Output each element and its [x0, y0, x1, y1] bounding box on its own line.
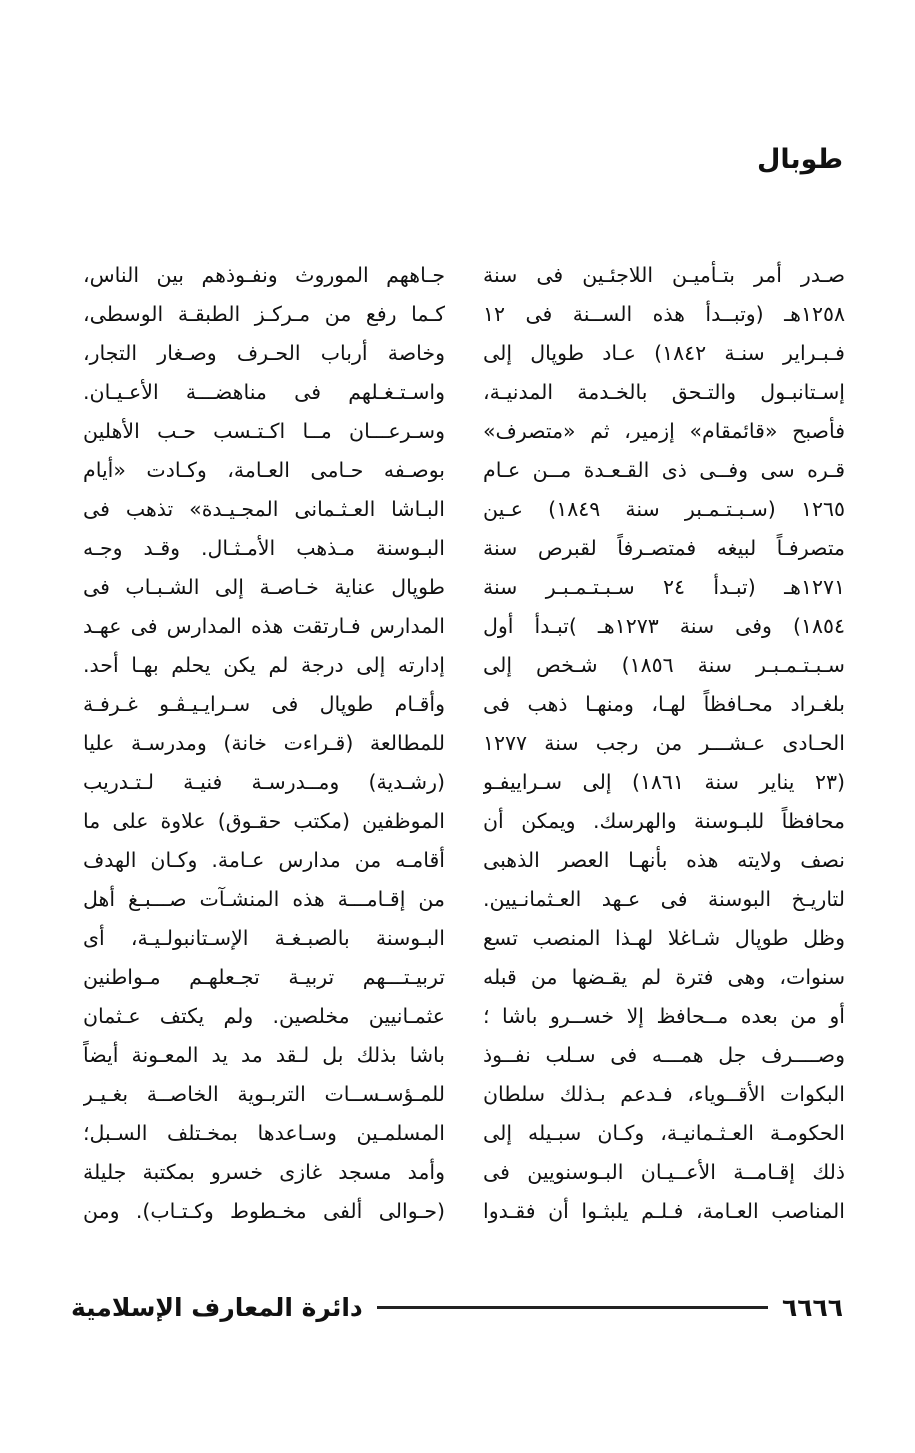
text-line: فأصبح «قائمقام» إزمير، ثم «متصرف»: [483, 419, 845, 443]
text-line: المناصب العـامة، فـلـم يلبثـوا أن فقـدوا: [483, 1199, 845, 1223]
text-line: وأقـام طوپال فى سـرايـيـڤـو غـرفـة: [83, 692, 445, 716]
text-line: فـبـراير سنـة ١٨٤٢) عـاد طوپال إلى: [483, 341, 845, 365]
text-line: البكوات الأقــوياء، فـدعم بـذلك سلطان: [483, 1082, 845, 1106]
text-line: الحكومـة العـثـمانيـة، وكـان سبـيله إلى: [483, 1121, 845, 1145]
text-line: جـاههم الموروث ونفـوذهم بين الناس،: [83, 263, 445, 287]
text-line: إدارته إلى درجة لم يكن يحلم بهـا أحد.: [83, 653, 445, 677]
text-line: ١٢٧١هـ (تبـدأ ٢٤ سـبـتـمـبـر سنة: [483, 575, 845, 599]
text-line: ١٢٥٨هـ (وتبــدأ هذه الســنة فى ١٢: [483, 302, 845, 326]
text-line: متصرفـاً لبيغه فمتصـرفاً لقبرص سنة: [483, 536, 845, 560]
text-line: البـوسنة بالصبـغـة الإسـتانبولـيـة، أى: [83, 926, 445, 950]
text-line: وأمد مسجد غازى خسرو بمكتبة جليلة: [83, 1160, 445, 1184]
text-line: وصــــرف جل همـــه فى سـلب نفــوذ: [483, 1043, 845, 1067]
text-line: البـاشا العـثـمانى المجـيـدة» تذهب فى: [83, 497, 445, 521]
text-line: واسـتـغـلهم فى مناهضـــة الأعـيـان.: [83, 380, 445, 404]
text-line: قـره سى وفــى ذى القـعـدة مــن عـام: [483, 458, 845, 482]
text-column-right: [483, 256, 845, 1252]
text-line: أقامـه من مدارس عـامة. وكـان الهدف: [83, 848, 445, 872]
text-line: نصف ولايته هذه بأنهـا العصر الذهبى: [483, 848, 845, 872]
text-line: (حـوالى ألفى مخـطوط وكـتـاب). ومن: [83, 1199, 445, 1223]
text-line: ١٨٥٤) وفى سنة ١٢٧٣هـ )تبـدأ أول: [483, 614, 845, 638]
text-line: ذلك إقـامــة الأعــيـان البـوسنويين فى: [483, 1160, 845, 1184]
text-line: بلغـراد محـافظاً لهـا، ومنهـا ذهب فى: [483, 692, 845, 716]
text-line: سنوات، وهى فترة لم يقـضها من قبله: [483, 965, 845, 989]
text-line: محافظاً للبـوسنة والهرسك. ويمكن أن: [483, 809, 845, 833]
text-line: سـبـتـمـبـر سنة ١٨٥٦) شـخص إلى: [483, 653, 845, 677]
footer-rule: [377, 1306, 768, 1309]
page-footer: [71, 1285, 843, 1329]
text-line: البـوسنة مـذهب الأمـثـال. وقـد وجـه: [83, 536, 445, 560]
text-line: لتاريـخ البوسنة فى عـهد العـثمانـيين.: [483, 887, 845, 911]
text-column-left: [83, 256, 445, 1252]
text-line: طوپال عناية خـاصـة إلى الشـبـاب فى: [83, 575, 445, 599]
text-line: ١٢٦٥ (سـبـتـمـبر سنة ١٨٤٩) عـين: [483, 497, 845, 521]
text-line: بوصـفه حـامى العـامة، وكـادت «أيام: [83, 458, 445, 482]
text-line: للمطالعة (قـراءت خانة) ومدرسـة عليا: [83, 731, 445, 755]
text-line: وظل طوپال شـاغلا لهـذا المنصب تسع: [483, 926, 845, 950]
text-line: وخاصة أرباب الحـرف وصـغار التجار،: [83, 341, 445, 365]
text-line: أو من بعده مــحافظ إلا خســرو باشا ؛: [483, 1004, 845, 1028]
text-line: للمـؤسـســات التربـوية الخاصــة بغـيـر: [83, 1082, 445, 1106]
text-line: صـدر أمر بتـأميـن اللاجئـين فى سنة: [483, 263, 845, 287]
publication-title: دائرة المعارف الإسلامية: [71, 1292, 363, 1322]
text-line: المسلمـين وسـاعدها بمخـتلف السـبل؛: [83, 1121, 445, 1145]
text-line: المدارس فـارتقت هذه المدارس فى عهـد: [83, 614, 445, 638]
text-line: (رشـدية) ومــدرسـة فنيـة لـتـدريب: [83, 770, 445, 794]
text-line: الحـادى عـشـــر من رجب سنة ١٢٧٧: [483, 731, 845, 755]
text-line: تربيـتـــهم تربيـة تجـعلهـم مـواطنين: [83, 965, 445, 989]
page-number: ٦٦٦٦: [781, 1292, 843, 1322]
text-line: عثمـانيين مخلصين. ولم يكتف عـثمان: [83, 1004, 445, 1028]
text-line: وسـرعـــان مــا اكـتـسب حـب الأهلين: [83, 419, 445, 443]
text-line: إسـتانبـول والتـحق بالخـدمة المدنيـة،: [483, 380, 845, 404]
text-line: (٢٣ يناير سنة ١٨٦١) إلى سـراييفـو: [483, 770, 845, 794]
text-line: كـما رفع من مـركـز الطبقـة الوسطى،: [83, 302, 445, 326]
text-line: من إقـامـــة هذه المنشـآت صـــبـغ أهل: [83, 887, 445, 911]
text-line: الموظفين (مكتب حقـوق) علاوة على ما: [83, 809, 445, 833]
text-line: باشا بذلك بل لـقد مد يد المعـونة أيضاً: [83, 1043, 445, 1067]
running-head: طوبال: [756, 144, 843, 175]
